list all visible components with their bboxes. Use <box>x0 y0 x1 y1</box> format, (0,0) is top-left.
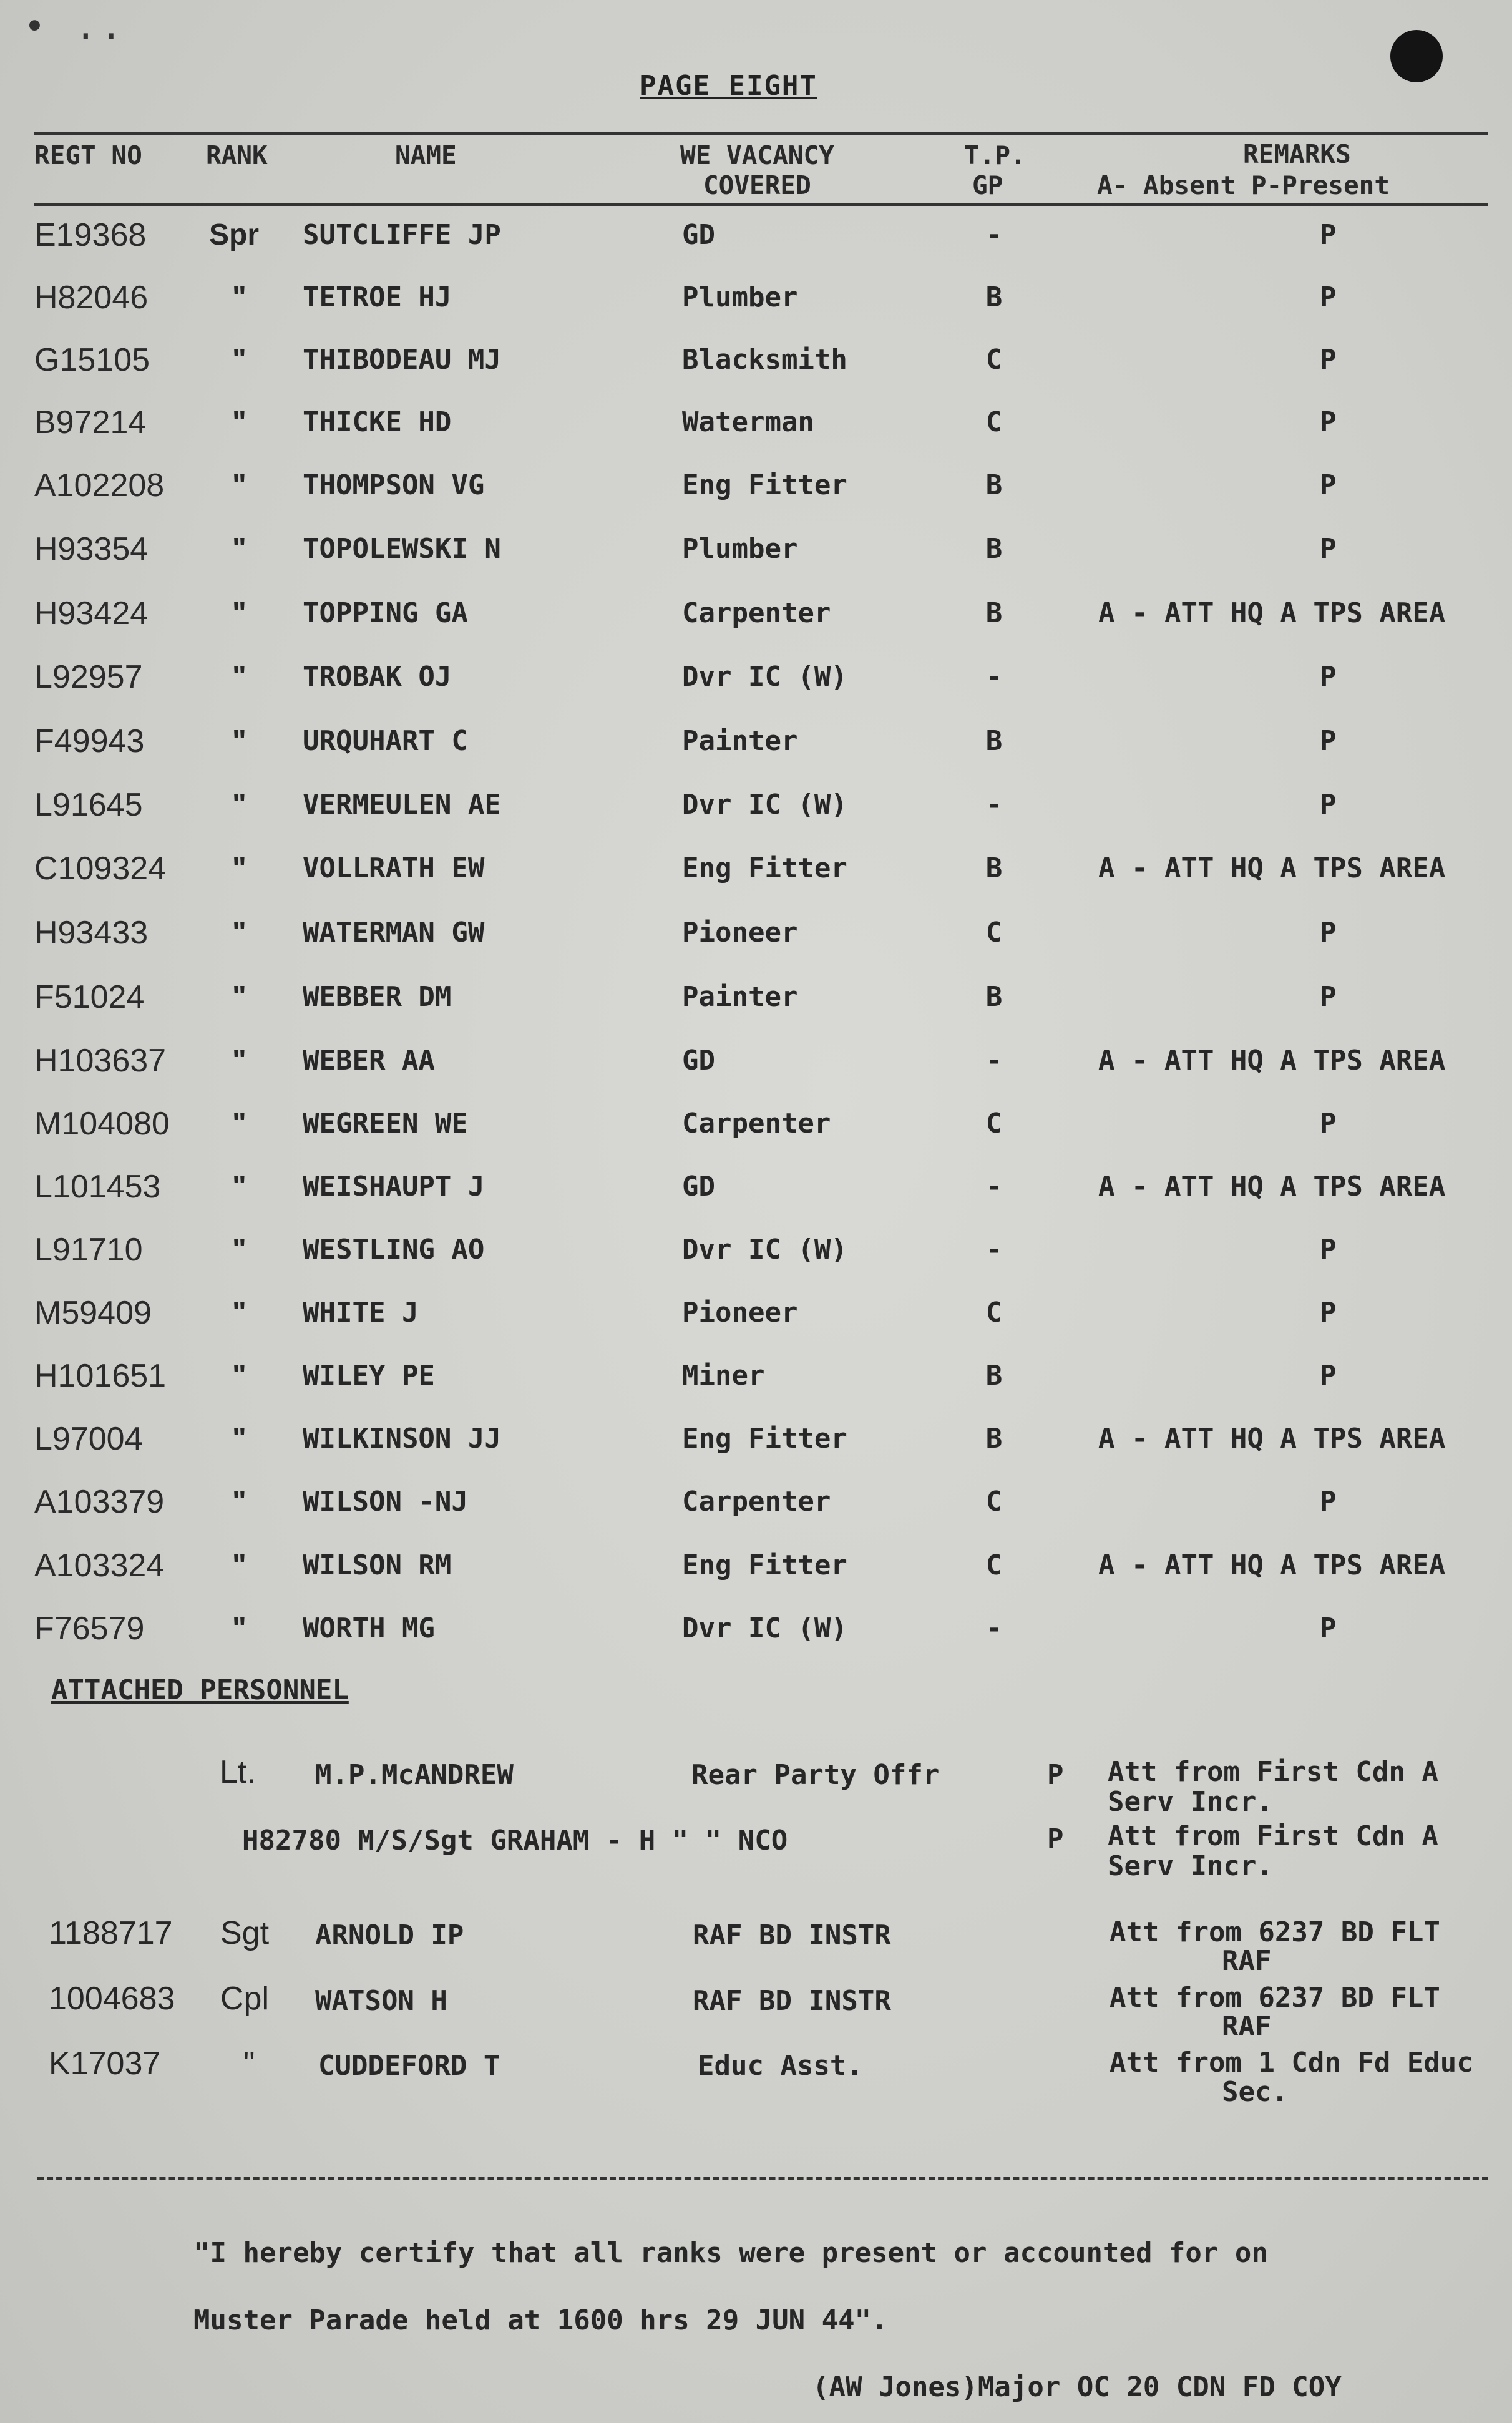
regt-no: F51024 <box>34 979 145 1015</box>
vacancy-covered: Eng Fitter <box>682 1549 847 1581</box>
rank: " <box>232 1422 246 1455</box>
table-row <box>0 1358 1512 1421</box>
tp-group: B <box>985 1360 1003 1392</box>
regt-no: E19368 <box>34 217 147 253</box>
regt-no: M59409 <box>34 1295 152 1331</box>
attached-entry-line: H82780 M/S/Sgt GRAHAM - H " " NCO <box>242 1825 788 1856</box>
rank: " <box>232 788 246 821</box>
remark: P <box>1320 1612 1337 1644</box>
tp-group: - <box>985 1612 1003 1644</box>
tp-group: - <box>985 1171 1003 1202</box>
regt-no: F76579 <box>34 1611 145 1647</box>
regt-no: A103324 <box>34 1548 165 1584</box>
table-row <box>0 915 1512 978</box>
rank: " <box>232 597 246 630</box>
vacancy-covered: Carpenter <box>682 597 831 629</box>
attached-remark-line2: RAF <box>1222 1945 1272 1977</box>
name: WEGREEN WE <box>303 1108 468 1139</box>
rank: " <box>232 469 246 502</box>
header-vacancy-line2: COVERED <box>703 170 811 200</box>
table-row <box>0 468 1512 530</box>
tp-group: B <box>985 533 1003 565</box>
header-remarks-line1: REMARKS <box>1243 139 1351 169</box>
regt-no: L97004 <box>34 1421 143 1457</box>
name: WHITE J <box>303 1297 419 1329</box>
table-row <box>0 1421 1512 1484</box>
corner-mark: • .. <box>24 5 126 47</box>
regt-no: H93354 <box>34 531 149 567</box>
vacancy-covered: GD <box>682 1171 715 1202</box>
regt-no: L91645 <box>34 787 143 823</box>
regt-no: H103637 <box>34 1043 167 1079</box>
name: WATERMAN GW <box>303 917 485 948</box>
attached-status: P <box>1047 1823 1064 1855</box>
name: URQUHART C <box>303 725 468 757</box>
table-row <box>0 218 1512 280</box>
table-row <box>0 1169 1512 1232</box>
regt-no: L91710 <box>34 1232 143 1268</box>
certification-line1: "I hereby certify that all ranks were present or accounted for on <box>193 2237 1268 2269</box>
name: WEBBER DM <box>303 981 452 1013</box>
remark: A - ATT HQ A TPS AREA <box>1098 1171 1446 1202</box>
attached-remark-line2: RAF <box>1222 2011 1272 2042</box>
regt-no: A103379 <box>34 1484 165 1520</box>
tp-group: B <box>985 981 1003 1013</box>
rank: " <box>232 724 246 758</box>
attached-remark-line1: Att from First Cdn A <box>1108 1756 1438 1788</box>
table-row <box>0 596 1512 658</box>
rank: " <box>232 1170 246 1203</box>
vacancy-covered: Painter <box>682 725 798 757</box>
name: VOLLRATH EW <box>303 852 485 884</box>
remark: P <box>1320 469 1337 501</box>
header-tp-line2: GP <box>972 170 1003 200</box>
remark: P <box>1320 344 1337 376</box>
regt-no: C109324 <box>34 851 167 887</box>
vacancy-covered: Dvr IC (W) <box>682 661 847 693</box>
table-row <box>0 851 1512 914</box>
table-row <box>0 980 1512 1042</box>
rank: " <box>232 532 246 565</box>
remark: A - ATT HQ A TPS AREA <box>1098 597 1446 629</box>
rank: " <box>232 1359 246 1392</box>
name: THOMPSON VG <box>303 469 485 501</box>
header-tp-line1: T.P. <box>964 140 1026 170</box>
remark: P <box>1320 406 1337 438</box>
name: WILKINSON JJ <box>303 1423 501 1455</box>
attached-remark-line2: Serv Incr. <box>1108 1850 1273 1882</box>
table-row <box>0 1485 1512 1547</box>
name: SUTCLIFFE JP <box>303 219 501 251</box>
vacancy-covered: GD <box>682 1045 715 1076</box>
name: TETROE HJ <box>303 281 452 313</box>
regt-no: L101453 <box>34 1169 161 1205</box>
tp-group: B <box>985 1423 1003 1455</box>
attached-personnel-heading: ATTACHED PERSONNEL <box>51 1674 349 1706</box>
certification-statement <box>193 2203 1441 2371</box>
attached-regt-no: 1188717 <box>49 1915 173 1951</box>
attached-remark-line2: Serv Incr. <box>1108 1786 1273 1818</box>
tp-group: C <box>985 1297 1003 1329</box>
attached-remark-line1: Att from 6237 BD FLT <box>1110 1982 1440 2014</box>
remark: P <box>1320 1108 1337 1139</box>
name: WESTLING AO <box>303 1234 485 1265</box>
regt-no: M104080 <box>34 1106 170 1142</box>
regt-no: A102208 <box>34 467 165 504</box>
vacancy-covered: Pioneer <box>682 917 798 948</box>
rank: " <box>232 1233 246 1266</box>
tp-group: C <box>985 917 1003 948</box>
remark: P <box>1320 981 1337 1013</box>
vacancy-covered: Waterman <box>682 406 814 438</box>
header-remarks-line2: A- Absent P-Present <box>1097 170 1390 200</box>
dashed-divider <box>37 2177 1488 2180</box>
remark: P <box>1320 725 1337 757</box>
table-row <box>0 1548 1512 1611</box>
tp-group: C <box>985 344 1003 376</box>
regt-no: F49943 <box>34 723 145 759</box>
certification-line2: Muster Parade held at 1600 hrs 29 JUN 44". <box>193 2304 888 2336</box>
remark: A - ATT HQ A TPS AREA <box>1098 852 1446 884</box>
header-rank: RANK <box>206 140 268 170</box>
attached-rank: Cpl <box>220 1981 270 2017</box>
attached-rank: Lt. <box>220 1754 256 1790</box>
page-title: PAGE EIGHT <box>640 70 817 102</box>
table-row <box>0 1106 1512 1169</box>
table-row <box>0 724 1512 786</box>
name: WEISHAUPT J <box>303 1171 485 1202</box>
regt-no: H93433 <box>34 915 149 951</box>
remark: A - ATT HQ A TPS AREA <box>1098 1423 1446 1455</box>
name: TOPOLEWSKI N <box>303 533 501 565</box>
tp-group: C <box>985 406 1003 438</box>
rank: " <box>232 980 246 1013</box>
remark: P <box>1320 661 1337 693</box>
tp-group: C <box>985 1549 1003 1581</box>
attached-remark-line1: Att from 6237 BD FLT <box>1110 1916 1440 1948</box>
attached-regt-no: 1004683 <box>49 1981 175 2017</box>
header-name: NAME <box>395 140 457 170</box>
attached-name: WATSON H <box>315 1985 447 2017</box>
rank: " <box>232 1549 246 1582</box>
table-row <box>0 1232 1512 1295</box>
name: TOPPING GA <box>303 597 468 629</box>
attached-role: RAF BD INSTR <box>693 1919 891 1951</box>
tp-group: B <box>985 597 1003 629</box>
tp-group: - <box>985 789 1003 821</box>
table-row <box>0 1043 1512 1106</box>
vacancy-covered: Dvr IC (W) <box>682 789 847 821</box>
table-row <box>0 1611 1512 1674</box>
rank: " <box>232 852 246 885</box>
table-row <box>0 532 1512 594</box>
vacancy-covered: Carpenter <box>682 1108 831 1139</box>
rank: " <box>232 660 246 693</box>
name: THIBODEAU MJ <box>303 344 501 376</box>
table-row <box>0 787 1512 850</box>
remark: P <box>1320 1486 1337 1518</box>
attached-role: RAF BD INSTR <box>693 1985 891 2017</box>
tp-group: - <box>985 1045 1003 1076</box>
attached-remark-line1: Att from 1 Cdn Fd Educ <box>1110 2047 1473 2079</box>
attached-status: P <box>1047 1759 1064 1791</box>
remark: P <box>1320 1234 1337 1265</box>
header-bottom-rule <box>34 203 1488 206</box>
tp-group: - <box>985 661 1003 693</box>
rank: " <box>232 1485 246 1518</box>
remark: A - ATT HQ A TPS AREA <box>1098 1549 1446 1581</box>
attached-role: Educ Asst. <box>698 2050 863 2082</box>
attached-rank: Sgt <box>220 1915 270 1951</box>
tp-group: B <box>985 281 1003 313</box>
rank: " <box>232 1612 246 1645</box>
attached-remark-line2: Sec. <box>1222 2076 1288 2108</box>
regt-no: H82046 <box>34 280 149 316</box>
name: WORTH MG <box>303 1612 435 1644</box>
remark: A - ATT HQ A TPS AREA <box>1098 1045 1446 1076</box>
attached-name: ARNOLD IP <box>315 1919 464 1951</box>
header-vacancy-line1: WE VACANCY <box>680 140 834 170</box>
attached-regt-no: K17037 <box>49 2045 161 2082</box>
rank: " <box>232 916 246 949</box>
regt-no: L92957 <box>34 659 143 695</box>
name: WILSON RM <box>303 1549 452 1581</box>
remark: P <box>1320 917 1337 948</box>
name: THICKE HD <box>303 406 452 438</box>
remark: P <box>1320 789 1337 821</box>
remark: P <box>1320 281 1337 313</box>
attached-role: Rear Party Offr <box>691 1759 940 1791</box>
tp-group: B <box>985 725 1003 757</box>
name: WEBER AA <box>303 1045 435 1076</box>
vacancy-covered: GD <box>682 219 715 251</box>
vacancy-covered: Dvr IC (W) <box>682 1234 847 1265</box>
regt-no: H93424 <box>34 595 149 631</box>
rank: " <box>232 343 246 376</box>
rank: " <box>232 281 246 314</box>
vacancy-covered: Plumber <box>682 281 798 313</box>
vacancy-covered: Carpenter <box>682 1486 831 1518</box>
rank: " <box>232 406 246 439</box>
table-row <box>0 405 1512 467</box>
tp-group: - <box>985 219 1003 251</box>
attached-rank: " <box>243 2045 255 2082</box>
header-regt-no: REGT NO <box>34 140 142 170</box>
rank: " <box>232 1107 246 1140</box>
attached-name: M.P.McANDREW <box>315 1759 514 1791</box>
punch-hole <box>1390 30 1443 82</box>
rank: " <box>232 1044 246 1077</box>
tp-group: C <box>985 1486 1003 1518</box>
name: TROBAK OJ <box>303 661 452 693</box>
name: WILSON -NJ <box>303 1486 468 1518</box>
table-row <box>0 660 1512 722</box>
vacancy-covered: Dvr IC (W) <box>682 1612 847 1644</box>
attached-name: CUDDEFORD T <box>318 2050 500 2082</box>
tp-group: - <box>985 1234 1003 1265</box>
table-row <box>0 343 1512 405</box>
regt-no: G15105 <box>34 342 150 378</box>
tp-group: C <box>985 1108 1003 1139</box>
rank: " <box>232 1296 246 1329</box>
vacancy-covered: Blacksmith <box>682 344 847 376</box>
regt-no: H101651 <box>34 1358 167 1394</box>
table-row <box>0 1295 1512 1358</box>
remark: P <box>1320 1297 1337 1329</box>
remark: P <box>1320 1360 1337 1392</box>
vacancy-covered: Eng Fitter <box>682 852 847 884</box>
vacancy-covered: Pioneer <box>682 1297 798 1329</box>
name: WILEY PE <box>303 1360 435 1392</box>
remark: P <box>1320 533 1337 565</box>
regt-no: B97214 <box>34 404 147 441</box>
attached-remark-line1: Att from First Cdn A <box>1108 1820 1438 1852</box>
tp-group: B <box>985 852 1003 884</box>
remark: P <box>1320 219 1337 251</box>
table-row <box>0 280 1512 343</box>
tp-group: B <box>985 469 1003 501</box>
vacancy-covered: Eng Fitter <box>682 469 847 501</box>
header-top-rule <box>34 132 1488 135</box>
vacancy-covered: Miner <box>682 1360 765 1392</box>
rank: Spr <box>209 218 260 251</box>
vacancy-covered: Painter <box>682 981 798 1013</box>
name: VERMEULEN AE <box>303 789 501 821</box>
signature-line: (AW Jones)Major OC 20 CDN FD COY <box>812 2371 1342 2403</box>
vacancy-covered: Plumber <box>682 533 798 565</box>
vacancy-covered: Eng Fitter <box>682 1423 847 1455</box>
